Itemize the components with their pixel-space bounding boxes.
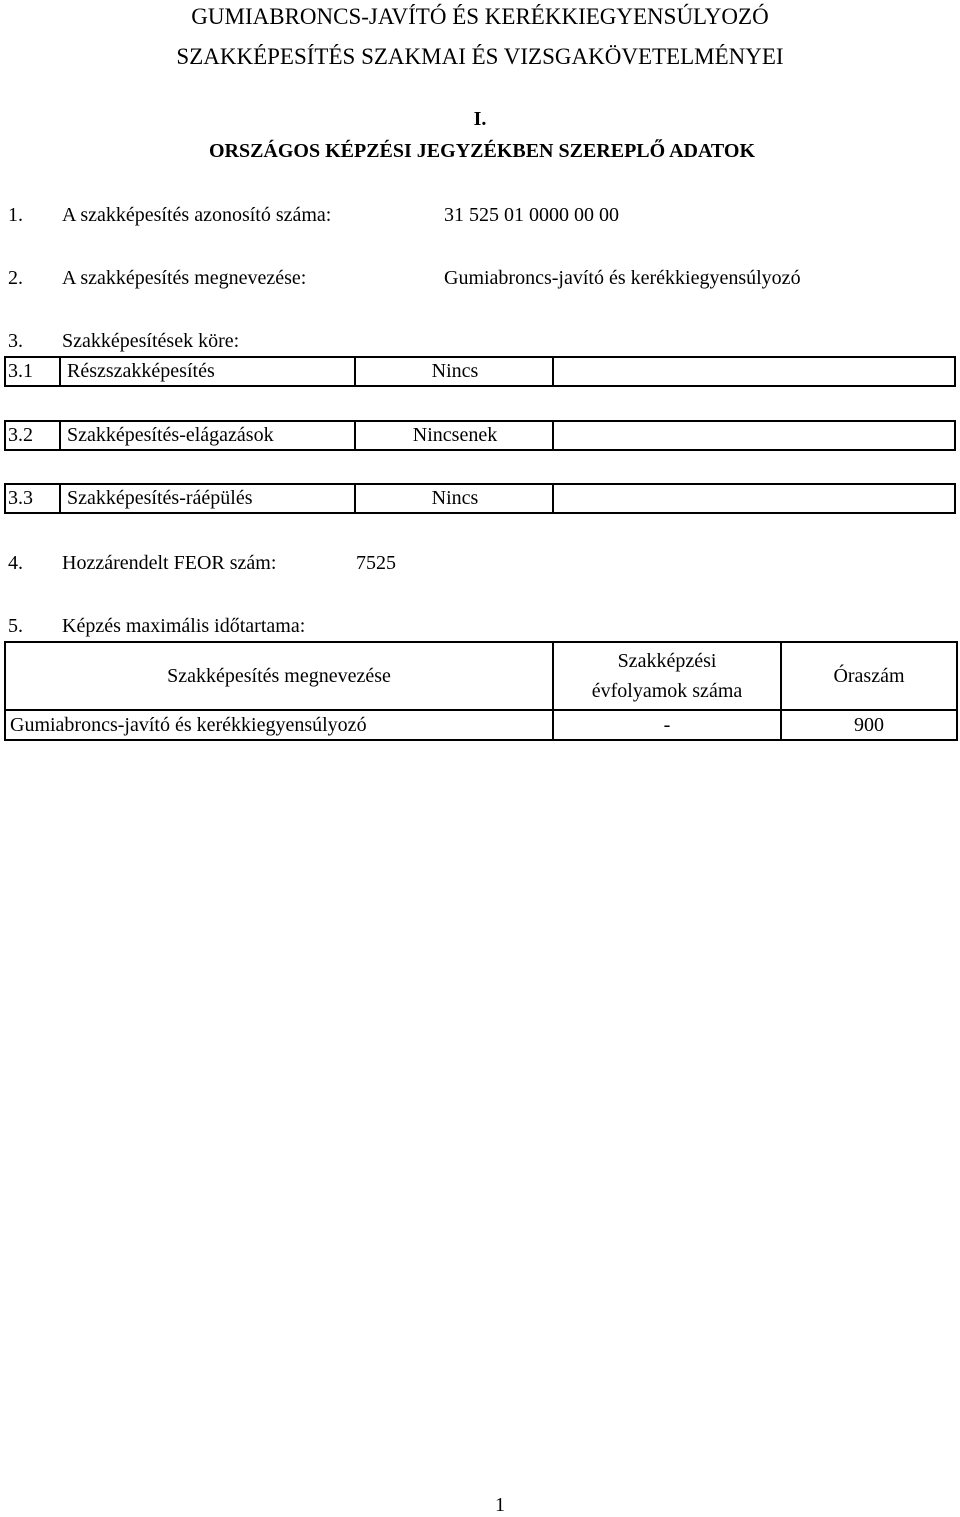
section-title: ORSZÁGOS KÉPZÉSI JEGYZÉKBEN SZEREPLŐ ADATOK <box>208 140 756 162</box>
scope-row-label: Szakképesítés-ráépülés <box>59 485 356 512</box>
item4-label: Hozzárendelt FEOR szám: <box>62 552 277 574</box>
cell-qualification-name: Gumiabroncs-javító és kerékkiegyensúlyozó <box>5 710 553 740</box>
item1-number: 1. <box>8 204 23 226</box>
item3-label: Szakképesítések köre: <box>62 330 240 352</box>
page-number: 1 <box>495 1494 505 1516</box>
scope-row-3-2 <box>4 420 956 451</box>
document-title-line2: SZAKKÉPESÍTÉS SZAKMAI ÉS VIZSGAKÖVETELMÉNYEI <box>176 44 784 69</box>
header-grade-count-line1: Szakképzési <box>617 650 717 672</box>
cell-hours: 900 <box>781 710 957 740</box>
item4-number: 4. <box>8 552 23 574</box>
scope-row-value: Nincsenek <box>354 422 554 449</box>
section-number: I. <box>473 108 487 130</box>
scope-row-number: 3.1 <box>8 360 33 382</box>
scope-row-label: Szakképesítés-elágazások <box>59 422 356 449</box>
scope-row-empty-cell <box>552 358 954 385</box>
cell-grade-count: - <box>553 710 781 740</box>
item5-label: Képzés maximális időtartama: <box>62 615 306 637</box>
item3-number: 3. <box>8 330 23 352</box>
item1-value: 31 525 01 0000 00 00 <box>444 204 619 226</box>
scope-row-empty-cell <box>552 485 954 512</box>
header-qualification-name: Szakképesítés megnevezése <box>5 642 553 710</box>
scope-row-empty-cell <box>552 422 954 449</box>
item2-number: 2. <box>8 267 23 289</box>
item1-label: A szakképesítés azonosító száma: <box>62 204 332 226</box>
item2-value: Gumiabroncs-javító és kerékkiegyensúlyozó <box>444 267 801 289</box>
document-title-line1: GUMIABRONCS-JAVÍTÓ ÉS KERÉKKIEGYENSÚLYOZÓ <box>191 4 769 29</box>
scope-row-value: Nincs <box>354 358 554 385</box>
table-header-row <box>5 642 957 710</box>
scope-row-number: 3.3 <box>8 487 33 509</box>
duration-table <box>4 641 958 741</box>
header-grade-count-line2: évfolyamok száma <box>591 680 743 702</box>
table-row <box>5 710 957 740</box>
item5-number: 5. <box>8 615 23 637</box>
header-grade-count <box>553 642 781 710</box>
scope-row-3-1 <box>4 356 956 387</box>
scope-row-3-3 <box>4 483 956 514</box>
scope-row-number: 3.2 <box>8 424 33 446</box>
item4-value: 7525 <box>356 552 396 574</box>
item2-label: A szakképesítés megnevezése: <box>62 267 307 289</box>
scope-row-value: Nincs <box>354 485 554 512</box>
scope-row-label: Részszakképesítés <box>59 358 356 385</box>
header-hours: Óraszám <box>781 642 957 710</box>
